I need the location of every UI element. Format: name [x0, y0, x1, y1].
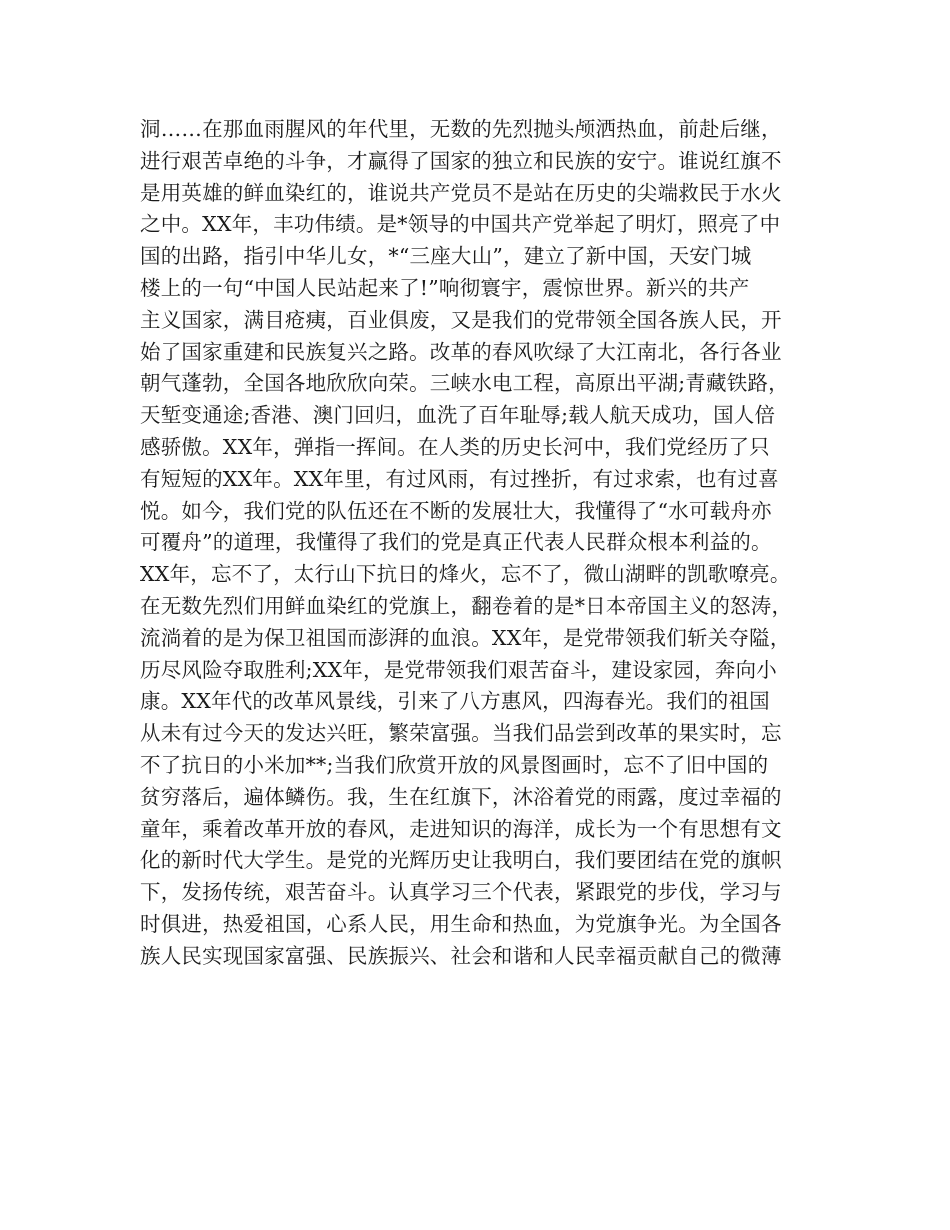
text-line: 化的新时代大学生。是党的光辉历史让我明白，我们要团结在党的旗帜 — [140, 848, 782, 873]
text-line: 有短短的XX年。XX年里，有过风雨，有过挫折，有过求索，也有过喜 — [140, 466, 779, 491]
text-line: 楼上的一句“中国人民站起来了!”响彻寰宇，震惊世界。新兴的共产 — [140, 275, 750, 300]
text-line: 是用英雄的鲜血染红的，谁说共产党员不是站在历史的尖端救民于水火 — [140, 180, 782, 205]
text-line: XX年，忘不了，太行山下抗日的烽火，忘不了，微山湖畔的凯歌嘹亮。 — [140, 562, 791, 587]
text-line: 从未有过今天的发达兴旺，繁荣富强。当我们品尝到改革的果实时，忘 — [140, 721, 782, 746]
text-line: 时俱进，热爱祖国，心系人民，用生命和热血，为党旗争光。为全国各 — [140, 911, 782, 936]
text-line: 悦。如今，我们党的队伍还在不断的发展壮大，我懂得了“水可载舟亦 — [140, 498, 772, 523]
text-line: 族人民实现国家富强、民族振兴、社会和谐和人民幸福贡献自己的微薄 — [140, 943, 782, 968]
text-line: 下，发扬传统，艰苦奋斗。认真学习三个代表，紧跟党的步伐，学习与 — [140, 880, 782, 905]
text-line: 可覆舟”的道理，我懂得了我们的党是真正代表人民群众根本利益的。 — [140, 530, 772, 555]
text-line: 在无数先烈们用鲜血染红的党旗上，翻卷着的是*日本帝国主义的怒涛， — [140, 593, 793, 618]
text-line: 进行艰苦卓绝的斗争，才赢得了国家的独立和民族的安宁。谁说红旗不 — [140, 148, 782, 173]
text-line: 流淌着的是为保卫祖国而澎湃的血浪。XX年，是党带领我们斩关夺隘， — [140, 625, 791, 650]
text-line: 康。XX年代的改革风景线，引来了八方惠风，四海春光。我们的祖国 — [140, 689, 770, 714]
text-line: 之中。XX年，丰功伟绩。是*领导的中国共产党举起了明灯，照亮了中 — [140, 212, 781, 237]
text-line: 贫穷落后，遍体鳞伤。我，生在红旗下，沐浴着党的雨露，度过幸福的 — [140, 784, 782, 809]
text-line: 童年，乘着改革开放的春风，走进知识的海洋，成长为一个有思想有文 — [140, 816, 782, 841]
text-line: 不了抗日的小米加**;当我们欣赏开放的风景图画时，忘不了旧中国的 — [140, 752, 769, 777]
text-line: 主义国家，满目疮痍，百业俱废，又是我们的党带领全国各族人民，开 — [140, 307, 782, 332]
text-line: 天堑变通途;香港、澳门回归，血洗了百年耻辱;载人航天成功，国人倍 — [140, 403, 776, 428]
text-line: 洞……在那血雨腥风的年代里，无数的先烈抛头颅洒热血，前赴后继， — [140, 117, 782, 141]
text-line: 朝气蓬勃，全国各地欣欣向荣。三峡水电工程，高原出平湖;青藏铁路， — [140, 371, 789, 396]
text-line: 始了国家重建和民族复兴之路。改革的春风吹绿了大江南北，各行各业 — [140, 339, 782, 364]
body-text — [140, 114, 830, 973]
text-line: 感骄傲。XX年，弹指一挥间。在人类的历史长河中，我们党经历了只 — [140, 434, 770, 459]
text-line: 国的出路，指引中华儿女，*“三座大山”，建立了新中国，天安门城 — [140, 244, 752, 269]
text-line: 历尽风险夺取胜利;XX年，是党带领我们艰苦奋斗，建设家园，奔向小 — [140, 657, 777, 682]
